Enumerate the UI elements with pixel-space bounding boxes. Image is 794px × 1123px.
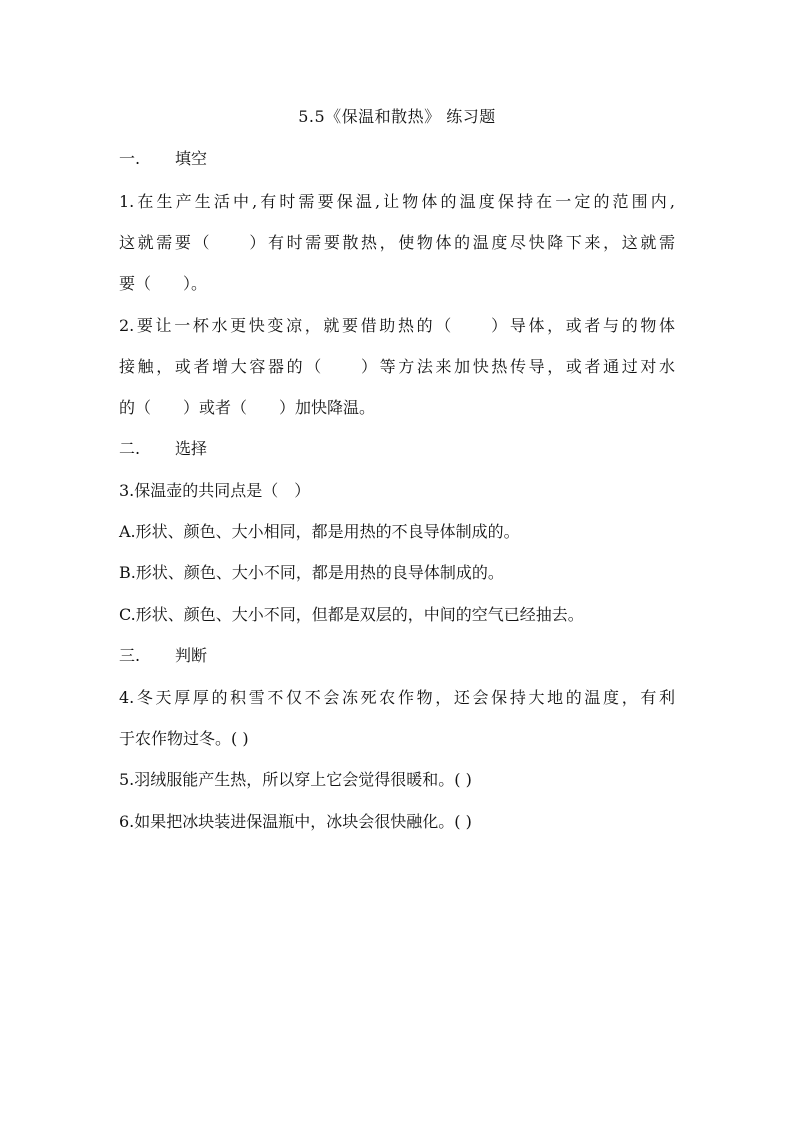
section-heading-fill-in	[119, 148, 207, 170]
section-heading-choice	[119, 438, 207, 460]
section-number: 三.	[119, 646, 141, 665]
question-2-line-2: 接触，或者增大容器的（ ）等方法来加快热传导，或者通过对水	[119, 357, 675, 376]
question-1-line-2: 这就需要（ ）有时需要散热，使物体的温度尽快降下来，这就需	[119, 233, 675, 252]
question-3-option-c: C.形状、颜色、大小不同，但都是双层的，中间的空气已经抽去。	[119, 605, 584, 624]
section-title: 选择	[175, 439, 208, 458]
page-title: 5.5《保温和散热》 练习题	[298, 107, 496, 126]
question-3-option-b: B.形状、颜色、大小不同，都是用热的良导体制成的。	[119, 563, 504, 582]
question-3-stem: 3.保温壶的共同点是（ ）	[119, 481, 311, 500]
section-number: 一.	[119, 149, 141, 168]
section-heading-judgment	[119, 645, 207, 667]
question-1-line-3: 要（ ）。	[119, 274, 208, 293]
question-1-line-1: 1.在生产生活中,有时需要保温,让物体的温度保持在一定的范围内,	[119, 192, 675, 211]
section-number: 二.	[119, 439, 141, 458]
question-2-line-3: 的（ ）或者（ ）加快降温。	[119, 398, 376, 417]
question-3-option-a: A.形状、颜色、大小相同，都是用热的不良导体制成的。	[119, 522, 520, 541]
section-title: 判断	[175, 646, 208, 665]
question-5: 5.羽绒服能产生热，所以穿上它会觉得很暖和。( )	[119, 770, 472, 789]
question-6: 6.如果把冰块装进保温瓶中，冰块会很快融化。( )	[119, 812, 472, 831]
question-4-line-1: 4.冬天厚厚的积雪不仅不会冻死农作物，还会保持大地的温度，有利	[119, 688, 675, 707]
question-2-line-1: 2.要让一杯水更快变凉，就要借助热的（ ）导体，或者与的物体	[119, 316, 675, 335]
section-title: 填空	[175, 149, 208, 168]
question-4-line-2: 于农作物过冬。( )	[119, 729, 249, 748]
